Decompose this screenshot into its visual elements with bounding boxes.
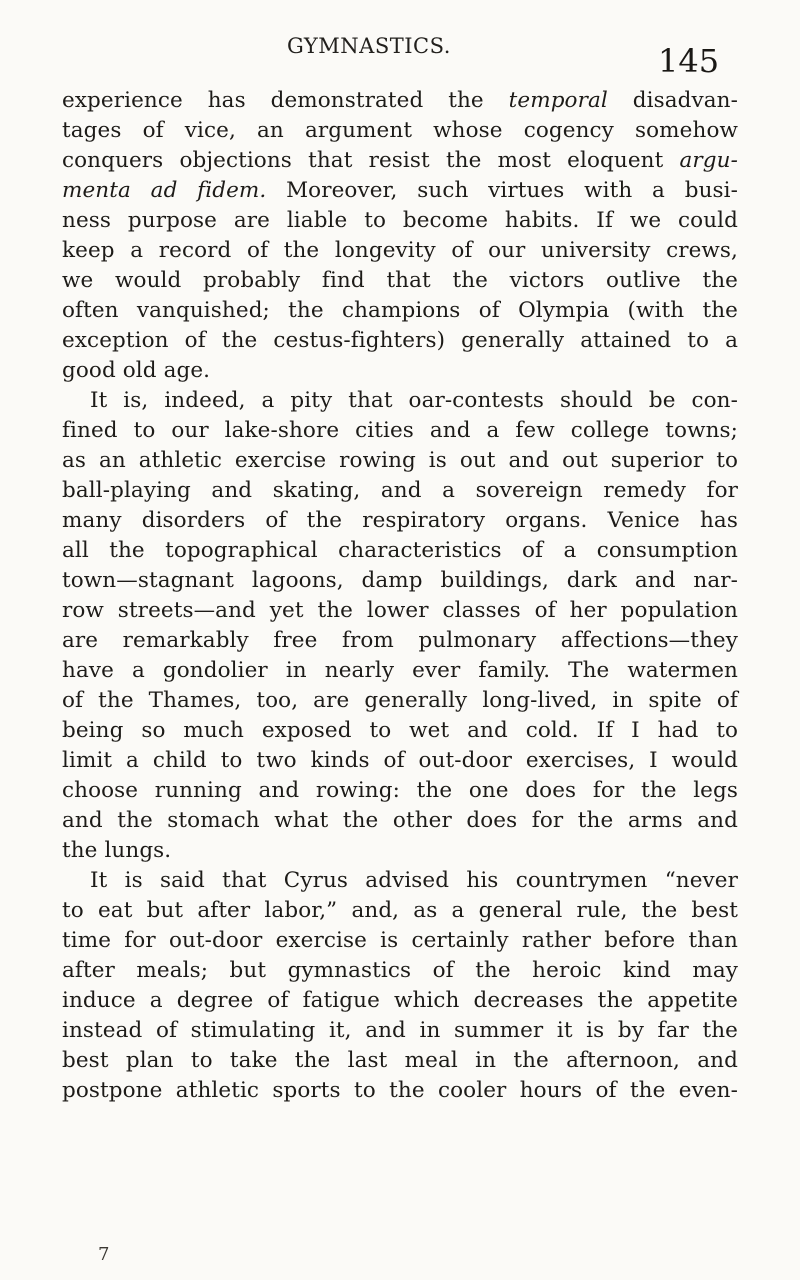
running-head — [0, 14, 800, 80]
text-line: town—stagnant lagoons, damp buildings, dark and nar- — [62, 568, 738, 593]
text-line: menta ad fidem. Moreover, such virtues with a busi- — [62, 178, 738, 203]
text-line: after meals; but gymnastics of the heroic kind may — [62, 958, 738, 983]
text-line: are remarkably free from pulmonary affections—they — [62, 628, 738, 653]
text-line: all the topographical characteristics of a consumption — [62, 538, 738, 563]
text-line: have a gondolier in nearly ever family. The watermen — [62, 658, 738, 683]
text-line: often vanquished; the champions of Olympia (with the — [62, 298, 738, 323]
text-line: fined to our lake-shore cities and a few college towns; — [62, 418, 738, 443]
text-line: best plan to take the last meal in the afternoon, and — [62, 1048, 738, 1073]
text-line: row streets—and yet the lower classes of her population — [62, 598, 738, 623]
text-line: being so much exposed to wet and cold. If I had to — [62, 718, 738, 743]
text-line: to eat but after labor,” and, as a general rule, the best — [62, 898, 738, 923]
text-line: good old age. — [62, 358, 211, 383]
signature-mark: 7 — [98, 1244, 110, 1265]
text-line: keep a record of the longevity of our university crews, — [62, 238, 738, 263]
running-head-title: GYMNASTICS. — [287, 34, 451, 58]
text-line: ness purpose are liable to become habits. If we could — [62, 208, 738, 233]
text-line: choose running and rowing: the one does for the legs — [62, 778, 738, 803]
text-line: the lungs. — [62, 838, 172, 863]
page-number: 145 — [658, 42, 720, 80]
body-text — [62, 86, 738, 1106]
text-line: limit a child to two kinds of out-door exercises, I would — [62, 748, 738, 773]
text-line: induce a degree of fatigue which decreases the appetite — [62, 988, 738, 1013]
text-line: of the Thames, too, are generally long-lived, in spite of — [62, 688, 738, 713]
text-line: and the stomach what the other does for the arms and — [62, 808, 738, 833]
text-line: ball-playing and skating, and a sovereign remedy for — [62, 478, 738, 503]
text-line: time for out-door exercise is certainly rather before than — [62, 928, 738, 953]
text-line: many disorders of the respiratory organs. Venice has — [62, 508, 738, 533]
text-line: we would probably find that the victors outlive the — [62, 268, 738, 293]
text-line: It is said that Cyrus advised his countrymen “never — [90, 868, 738, 893]
text-line: exception of the cestus-fighters) generally attained to a — [62, 328, 738, 353]
text-line: tages of vice, an argument whose cogency somehow — [62, 118, 738, 143]
text-line: instead of stimulating it, and in summer it is by far the — [62, 1018, 738, 1043]
text-line: as an athletic exercise rowing is out and out superior to — [62, 448, 738, 473]
text-line: experience has demonstrated the temporal disadvan- — [62, 88, 738, 113]
text-line: postpone athletic sports to the cooler hours of the even- — [62, 1078, 738, 1103]
text-line: conquers objections that resist the most eloquent argu- — [62, 148, 738, 173]
text-line: It is, indeed, a pity that oar-contests should be con- — [90, 388, 738, 413]
